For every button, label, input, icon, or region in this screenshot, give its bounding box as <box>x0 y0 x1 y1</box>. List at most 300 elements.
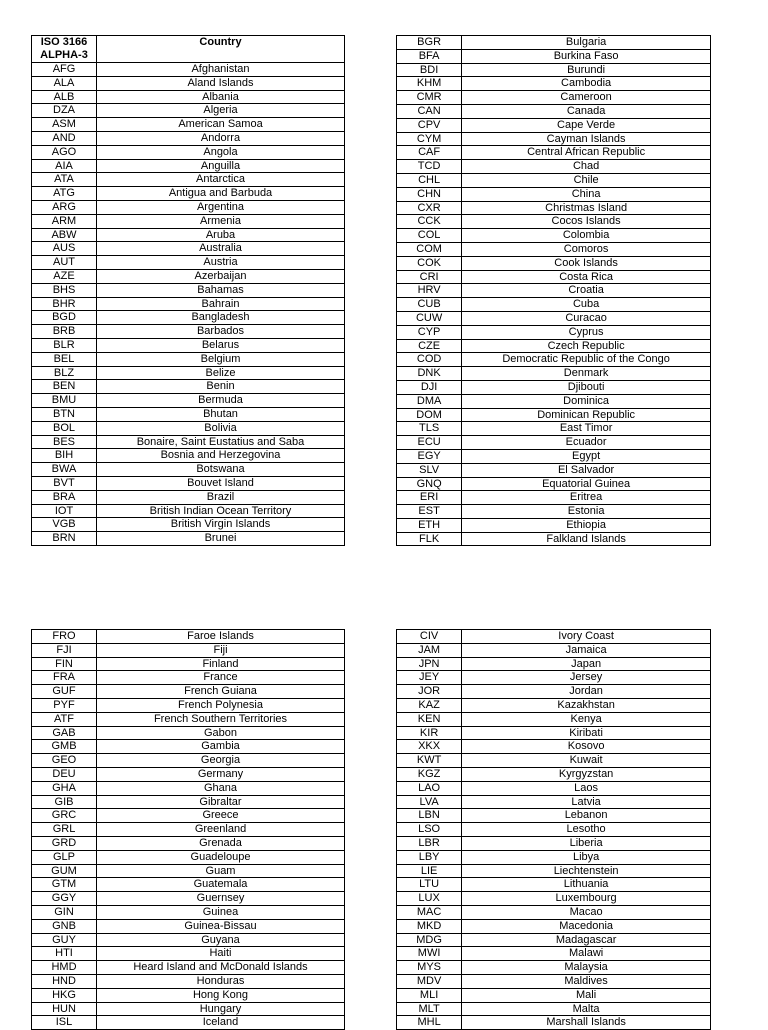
table-row <box>32 449 345 463</box>
iso-code-cell: AND <box>32 131 97 145</box>
table-row <box>32 283 345 297</box>
table-row <box>32 892 345 906</box>
country-name-cell: Angola <box>97 145 345 159</box>
country-name-cell: Georgia <box>97 754 345 768</box>
table-row <box>32 630 345 644</box>
iso-code-cell: ECU <box>397 436 462 450</box>
table-row <box>32 809 345 823</box>
iso-code-cell: GRC <box>32 809 97 823</box>
iso-code-cell: AIA <box>32 159 97 173</box>
iso-code-cell: BFA <box>397 49 462 63</box>
iso-code-cell: DMA <box>397 394 462 408</box>
iso-code-cell: ISL <box>32 1016 97 1030</box>
table-row <box>32 518 345 532</box>
country-name-cell: Fiji <box>97 643 345 657</box>
header-code: ISO 3166 ALPHA-3 <box>32 36 97 63</box>
country-name-cell: Cape Verde <box>462 118 711 132</box>
table-row <box>397 532 711 546</box>
country-name-cell: Kiribati <box>462 726 711 740</box>
iso-code-cell: LBY <box>397 850 462 864</box>
iso-code-cell: LSO <box>397 823 462 837</box>
country-name-cell: Egypt <box>462 449 711 463</box>
table-row <box>397 740 711 754</box>
iso-code-cell: GNB <box>32 919 97 933</box>
iso-code-cell: HRV <box>397 284 462 298</box>
table-row <box>32 118 345 132</box>
iso-code-cell: FIN <box>32 657 97 671</box>
country-name-cell: Ecuador <box>462 436 711 450</box>
country-name-cell: Guernsey <box>97 892 345 906</box>
iso-code-cell: GEO <box>32 754 97 768</box>
country-name-cell: Costa Rica <box>462 270 711 284</box>
country-name-cell: El Salvador <box>462 463 711 477</box>
country-name-cell: Croatia <box>462 284 711 298</box>
iso-code-cell: BHR <box>32 297 97 311</box>
country-name-cell: Greenland <box>97 823 345 837</box>
table-row <box>32 1002 345 1016</box>
iso-code-cell: SLV <box>397 463 462 477</box>
table-row <box>32 435 345 449</box>
country-name-cell: Jersey <box>462 671 711 685</box>
table-row <box>397 864 711 878</box>
country-name-cell: Afghanistan <box>97 63 345 77</box>
iso-code-cell: LVA <box>397 795 462 809</box>
table-row <box>397 518 711 532</box>
table-row <box>32 476 345 490</box>
table-row <box>397 242 711 256</box>
table-row <box>397 809 711 823</box>
country-name-cell: Burkina Faso <box>462 49 711 63</box>
iso-code-cell: CYP <box>397 325 462 339</box>
iso-code-cell: ABW <box>32 228 97 242</box>
table-row <box>32 504 345 518</box>
country-name-cell: Kyrgyzstan <box>462 767 711 781</box>
iso-code-cell: XKX <box>397 740 462 754</box>
country-name-cell: Bosnia and Herzegovina <box>97 449 345 463</box>
country-name-cell: Brunei <box>97 532 345 546</box>
table-row <box>32 228 345 242</box>
country-name-cell: Canada <box>462 104 711 118</box>
iso-code-cell: TLS <box>397 422 462 436</box>
country-name-cell: Bangladesh <box>97 311 345 325</box>
iso-code-cell: AUS <box>32 242 97 256</box>
table-row <box>397 712 711 726</box>
iso-code-cell: CHL <box>397 173 462 187</box>
iso-code-cell: KGZ <box>397 767 462 781</box>
iso-code-cell: ATG <box>32 187 97 201</box>
table-row <box>32 726 345 740</box>
country-name-cell: Kuwait <box>462 754 711 768</box>
country-name-cell: Brazil <box>97 490 345 504</box>
table-row <box>397 698 711 712</box>
country-name-cell: French Guiana <box>97 685 345 699</box>
table-row <box>32 490 345 504</box>
country-name-cell: Japan <box>462 657 711 671</box>
country-name-cell: Bahrain <box>97 297 345 311</box>
country-name-cell: Czech Republic <box>462 339 711 353</box>
table-row <box>397 781 711 795</box>
table-row <box>32 63 345 77</box>
table-row <box>397 726 711 740</box>
table-row <box>397 933 711 947</box>
table-row <box>397 491 711 505</box>
table-row <box>397 422 711 436</box>
country-name-cell: Curacao <box>462 311 711 325</box>
table-row <box>397 836 711 850</box>
country-name-cell: Kazakhstan <box>462 698 711 712</box>
table-row <box>397 988 711 1002</box>
iso-code-cell: ARG <box>32 200 97 214</box>
table-row <box>32 338 345 352</box>
header-country: Country <box>97 36 345 63</box>
iso-code-cell: MKD <box>397 919 462 933</box>
table-row <box>397 905 711 919</box>
iso-code-cell: BGR <box>397 36 462 50</box>
country-name-cell: Bulgaria <box>462 36 711 50</box>
table-row <box>397 463 711 477</box>
country-name-cell: Chad <box>462 160 711 174</box>
iso-code-cell: LIE <box>397 864 462 878</box>
country-name-cell: Chile <box>462 173 711 187</box>
country-name-cell: Liechtenstein <box>462 864 711 878</box>
country-name-cell: Kenya <box>462 712 711 726</box>
table-row <box>32 366 345 380</box>
iso-code-cell: TCD <box>397 160 462 174</box>
table-body <box>32 630 345 1030</box>
table-row <box>32 754 345 768</box>
iso-code-cell: BLZ <box>32 366 97 380</box>
country-name-cell: Malta <box>462 1002 711 1016</box>
country-name-cell: Liberia <box>462 836 711 850</box>
country-name-cell: Algeria <box>97 104 345 118</box>
country-name-cell: Falkland Islands <box>462 532 711 546</box>
country-name-cell: British Virgin Islands <box>97 518 345 532</box>
country-name-cell: Barbados <box>97 325 345 339</box>
country-name-cell: Cook Islands <box>462 256 711 270</box>
table-row <box>32 173 345 187</box>
table-row <box>397 36 711 50</box>
country-name-cell: Marshall Islands <box>462 1016 711 1030</box>
table-row <box>397 49 711 63</box>
country-name-cell: Guadeloupe <box>97 850 345 864</box>
table-row <box>32 200 345 214</box>
table-row <box>397 298 711 312</box>
table-row <box>397 671 711 685</box>
iso-code-cell: GIN <box>32 905 97 919</box>
table-row <box>32 878 345 892</box>
country-name-cell: Armenia <box>97 214 345 228</box>
iso-code-cell: KWT <box>397 754 462 768</box>
table-row <box>32 712 345 726</box>
table-row <box>32 104 345 118</box>
country-name-cell: Ivory Coast <box>462 630 711 644</box>
country-name-cell: British Indian Ocean Territory <box>97 504 345 518</box>
table-row <box>32 421 345 435</box>
country-name-cell: Eritrea <box>462 491 711 505</box>
table-row <box>397 339 711 353</box>
iso-code-cell: AZE <box>32 269 97 283</box>
table-row <box>397 630 711 644</box>
country-name-cell: Anguilla <box>97 159 345 173</box>
iso-code-cell: CZE <box>397 339 462 353</box>
country-name-cell: Madagascar <box>462 933 711 947</box>
iso-code-cell: ALB <box>32 90 97 104</box>
table-body <box>32 36 345 546</box>
table-row <box>32 767 345 781</box>
iso-table-4 <box>396 629 711 1030</box>
table-row <box>32 836 345 850</box>
table-row <box>397 325 711 339</box>
country-name-cell: Cuba <box>462 298 711 312</box>
country-name-cell: Belarus <box>97 338 345 352</box>
iso-code-cell: MYS <box>397 961 462 975</box>
iso-code-cell: KHM <box>397 77 462 91</box>
table-row <box>397 1002 711 1016</box>
table-row <box>397 449 711 463</box>
iso-code-cell: HMD <box>32 961 97 975</box>
table-row <box>32 532 345 546</box>
country-name-cell: Denmark <box>462 367 711 381</box>
country-name-cell: Gibraltar <box>97 795 345 809</box>
country-name-cell: Equatorial Guinea <box>462 477 711 491</box>
iso-code-cell: ARM <box>32 214 97 228</box>
iso-code-cell: BRB <box>32 325 97 339</box>
country-name-cell: Cyprus <box>462 325 711 339</box>
iso-code-cell: CRI <box>397 270 462 284</box>
iso-code-cell: VGB <box>32 518 97 532</box>
table-row <box>397 477 711 491</box>
table-row <box>397 795 711 809</box>
table-row <box>32 961 345 975</box>
table-row <box>397 974 711 988</box>
table-row <box>32 781 345 795</box>
country-name-cell: Aruba <box>97 228 345 242</box>
iso-code-cell: BEL <box>32 352 97 366</box>
country-name-cell: Djibouti <box>462 380 711 394</box>
country-name-cell: Ghana <box>97 781 345 795</box>
table-row <box>397 947 711 961</box>
country-name-cell: Antarctica <box>97 173 345 187</box>
iso-code-cell: ASM <box>32 118 97 132</box>
country-name-cell: Lithuania <box>462 878 711 892</box>
country-name-cell: Luxembourg <box>462 892 711 906</box>
table-row <box>32 657 345 671</box>
table-row <box>32 1016 345 1030</box>
iso-code-cell: JPN <box>397 657 462 671</box>
country-name-cell: Grenada <box>97 836 345 850</box>
country-name-cell: Guinea-Bissau <box>97 919 345 933</box>
iso-code-cell: EGY <box>397 449 462 463</box>
country-name-cell: Bermuda <box>97 394 345 408</box>
table-row <box>397 961 711 975</box>
table-row <box>32 380 345 394</box>
table-row <box>32 698 345 712</box>
iso-table-2 <box>396 35 711 546</box>
iso-code-cell: CPV <box>397 118 462 132</box>
table-row <box>32 671 345 685</box>
table-row <box>397 823 711 837</box>
country-name-cell: Libya <box>462 850 711 864</box>
iso-code-cell: BOL <box>32 421 97 435</box>
iso-code-cell: LUX <box>397 892 462 906</box>
iso-code-cell: FJI <box>32 643 97 657</box>
iso-code-cell: BIH <box>32 449 97 463</box>
table-row <box>397 132 711 146</box>
iso-code-cell: GUF <box>32 685 97 699</box>
iso-code-cell: JAM <box>397 643 462 657</box>
header-row <box>32 36 345 63</box>
iso-table-1 <box>31 35 345 546</box>
iso-code-cell: CUB <box>397 298 462 312</box>
iso-code-cell: ETH <box>397 518 462 532</box>
table-row <box>397 505 711 519</box>
table-row <box>32 214 345 228</box>
country-name-cell: Bahamas <box>97 283 345 297</box>
country-name-cell: Belize <box>97 366 345 380</box>
table-row <box>397 284 711 298</box>
iso-code-cell: COL <box>397 229 462 243</box>
table-row <box>32 988 345 1002</box>
iso-code-cell: GRD <box>32 836 97 850</box>
iso-code-cell: HTI <box>32 947 97 961</box>
country-name-cell: Albania <box>97 90 345 104</box>
iso-code-cell: COD <box>397 353 462 367</box>
country-name-cell: China <box>462 187 711 201</box>
iso-code-cell: HUN <box>32 1002 97 1016</box>
iso-code-cell: GNQ <box>397 477 462 491</box>
iso-code-cell: DOM <box>397 408 462 422</box>
iso-code-cell: BRN <box>32 532 97 546</box>
iso-code-cell: DZA <box>32 104 97 118</box>
iso-code-cell: IOT <box>32 504 97 518</box>
country-name-cell: Kosovo <box>462 740 711 754</box>
iso-code-cell: CAN <box>397 104 462 118</box>
iso-code-cell: MWI <box>397 947 462 961</box>
iso-code-cell: PYF <box>32 698 97 712</box>
iso-code-cell: BDI <box>397 63 462 77</box>
iso-code-cell: BHS <box>32 283 97 297</box>
table-row <box>32 905 345 919</box>
country-name-cell: Honduras <box>97 974 345 988</box>
country-name-cell: Burundi <box>462 63 711 77</box>
country-name-cell: Estonia <box>462 505 711 519</box>
iso-code-cell: AFG <box>32 63 97 77</box>
table-row <box>32 685 345 699</box>
table-row <box>32 187 345 201</box>
country-name-cell: Guam <box>97 864 345 878</box>
iso-code-cell: EST <box>397 505 462 519</box>
iso-code-cell: ATA <box>32 173 97 187</box>
country-name-cell: Gambia <box>97 740 345 754</box>
table-row <box>397 146 711 160</box>
country-name-cell: Germany <box>97 767 345 781</box>
country-name-cell: Dominica <box>462 394 711 408</box>
iso-code-cell: ERI <box>397 491 462 505</box>
iso-code-cell: DJI <box>397 380 462 394</box>
table-row <box>32 974 345 988</box>
country-name-cell: Macao <box>462 905 711 919</box>
table-row <box>397 77 711 91</box>
country-name-cell: Maldives <box>462 974 711 988</box>
table-row <box>32 919 345 933</box>
iso-code-cell: GTM <box>32 878 97 892</box>
table-row <box>397 91 711 105</box>
country-name-cell: Botswana <box>97 463 345 477</box>
table-row <box>32 256 345 270</box>
country-name-cell: Democratic Republic of the Congo <box>462 353 711 367</box>
table-row <box>397 215 711 229</box>
country-name-cell: Faroe Islands <box>97 630 345 644</box>
iso-code-cell: MAC <box>397 905 462 919</box>
iso-code-cell: CYM <box>397 132 462 146</box>
country-name-cell: Bolivia <box>97 421 345 435</box>
table-row <box>32 159 345 173</box>
iso-code-cell: LAO <box>397 781 462 795</box>
country-name-cell: Australia <box>97 242 345 256</box>
country-name-cell: Macedonia <box>462 919 711 933</box>
iso-code-cell: JOR <box>397 685 462 699</box>
table-row <box>397 187 711 201</box>
table-row <box>32 325 345 339</box>
iso-code-cell: HKG <box>32 988 97 1002</box>
table-row <box>397 104 711 118</box>
table-body <box>397 36 711 546</box>
country-name-cell: Cambodia <box>462 77 711 91</box>
country-name-cell: Argentina <box>97 200 345 214</box>
country-name-cell: Andorra <box>97 131 345 145</box>
table-row <box>32 407 345 421</box>
country-name-cell: French Southern Territories <box>97 712 345 726</box>
country-name-cell: Iceland <box>97 1016 345 1030</box>
table-row <box>32 795 345 809</box>
table-row <box>397 767 711 781</box>
table-row <box>32 297 345 311</box>
iso-code-cell: CCK <box>397 215 462 229</box>
table-row <box>397 256 711 270</box>
iso-code-cell: CHN <box>397 187 462 201</box>
table-row <box>32 864 345 878</box>
country-name-cell: Comoros <box>462 242 711 256</box>
iso-code-cell: MLT <box>397 1002 462 1016</box>
table-row <box>32 131 345 145</box>
table-row <box>397 367 711 381</box>
iso-code-cell: GMB <box>32 740 97 754</box>
iso-code-cell: GAB <box>32 726 97 740</box>
country-name-cell: France <box>97 671 345 685</box>
iso-code-cell: CAF <box>397 146 462 160</box>
country-name-cell: Dominican Republic <box>462 408 711 422</box>
country-name-cell: Hong Kong <box>97 988 345 1002</box>
country-name-cell: Benin <box>97 380 345 394</box>
table-row <box>32 76 345 90</box>
table-row <box>32 740 345 754</box>
country-name-cell: Jamaica <box>462 643 711 657</box>
country-name-cell: Cayman Islands <box>462 132 711 146</box>
table-row <box>397 160 711 174</box>
iso-code-cell: GRL <box>32 823 97 837</box>
country-name-cell: Ethiopia <box>462 518 711 532</box>
iso-code-cell: BRA <box>32 490 97 504</box>
iso-code-cell: AGO <box>32 145 97 159</box>
country-name-cell: Heard Island and McDonald Islands <box>97 961 345 975</box>
iso-code-cell: JEY <box>397 671 462 685</box>
country-name-cell: Belgium <box>97 352 345 366</box>
iso-code-cell: MDG <box>397 933 462 947</box>
table-row <box>397 63 711 77</box>
country-name-cell: Antigua and Barbuda <box>97 187 345 201</box>
country-name-cell: Cameroon <box>462 91 711 105</box>
iso-code-cell: HND <box>32 974 97 988</box>
